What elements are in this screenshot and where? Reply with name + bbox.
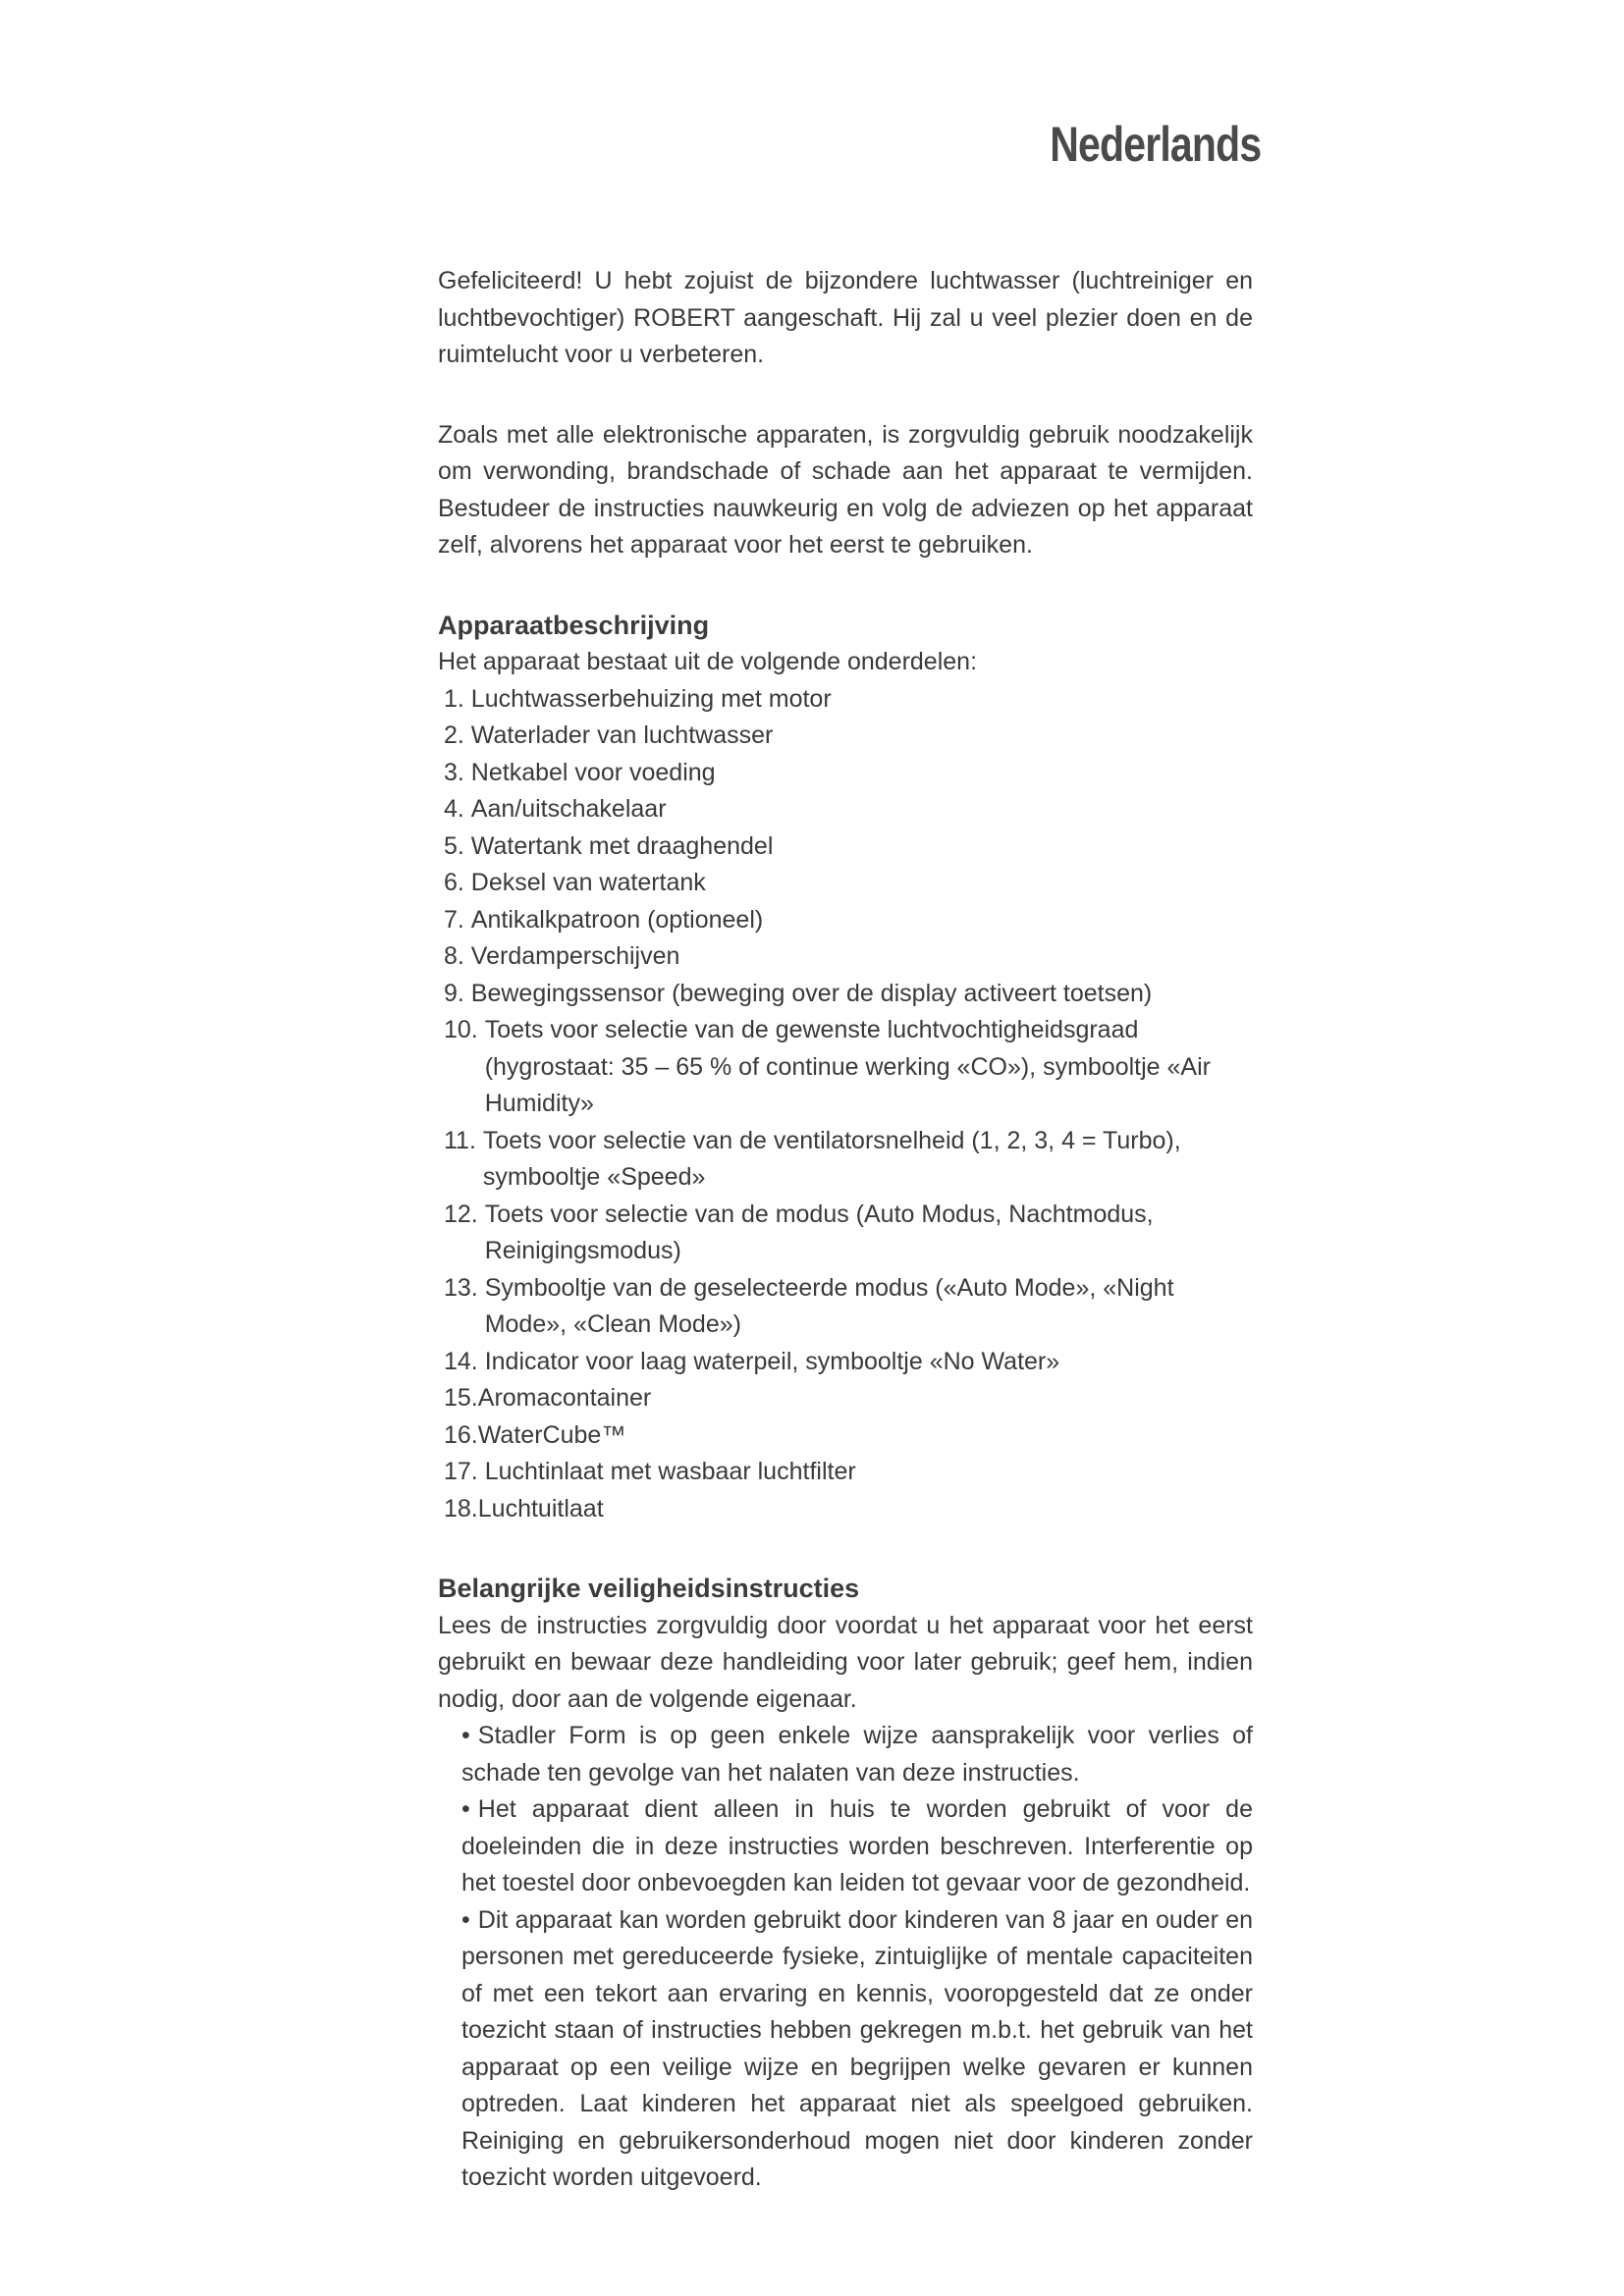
list-item — [438, 828, 1253, 866]
bullet-text: Het apparaat dient alleen in huis te worden gebruikt of voor de doeleinden die in deze instructies worden beschreven. Interferentie op het toestel door onbevoegden kan leiden tot gevaar voor de gezondheid. — [461, 1795, 1253, 1896]
list-item — [438, 755, 1253, 792]
item-text: Verdamperschijven — [470, 942, 680, 970]
item-number: 17. — [444, 1458, 485, 1485]
bullet-text: Stadler Form is op geen enkele wijze aansprakelijk voor verlies of schade ten gevolge van het nalaten van deze instructies. — [461, 1722, 1253, 1787]
safety-section — [438, 1571, 1253, 2197]
item-text: Watertank met draaghendel — [470, 831, 774, 860]
item-number: 2. — [444, 721, 471, 749]
list-item — [438, 865, 1253, 902]
item-number: 13. — [444, 1273, 485, 1302]
spacer — [438, 374, 1253, 417]
item-text: Luchtuitlaat — [477, 1494, 604, 1522]
item-text: Waterlader van luchtwasser — [470, 721, 774, 749]
item-number: 6. — [444, 869, 471, 896]
item-text: Toets voor selectie van de ventilatorsnelheid (1, 2, 3, 4 = Turbo), symbooltje «Speed» — [482, 1126, 1181, 1191]
list-item — [438, 1123, 1253, 1197]
item-number: 18. — [444, 1494, 478, 1522]
item-number: 1. — [444, 684, 471, 713]
item-number: 9. — [444, 979, 471, 1007]
item-text: Luchtwasserbehuizing met motor — [470, 684, 832, 713]
bullet-item — [461, 1718, 1253, 1791]
list-item — [438, 1417, 1253, 1455]
intro-paragraph-2: Zoals met alle elektronische apparaten, is zorgvuldig gebruik noodzakelijk om verwonding, brandschade of schade aan het apparaat te vermijden. Bestudeer de instructies nauwkeurig en volg de adviezen op het apparaat zelf, alvorens het apparaat voor het eerst te gebruiken. — [438, 420, 1253, 559]
item-text: Deksel van watertank — [470, 869, 706, 896]
item-number: 11. — [444, 1126, 483, 1154]
list-item — [438, 1197, 1253, 1270]
bullet-icon: • — [461, 1722, 470, 1749]
item-text: Netkabel voor voeding — [470, 758, 716, 786]
item-number: 4. — [444, 795, 471, 823]
list-item — [438, 1012, 1253, 1123]
item-number: 8. — [444, 942, 471, 970]
item-text: Aromacontainer — [477, 1384, 652, 1412]
intro-paragraph-1: Gefeliciteerd! U hebt zojuist de bijzondere luchtwasser (luchtreiniger en luchtbevochtiger) ROBERT aangeschaft. Hij zal u veel plezier doen en de ruimtelucht voor u verbeteren. — [438, 267, 1253, 368]
item-text: Indicator voor laag waterpeil, symbooltje «No Water» — [484, 1347, 1060, 1375]
item-number: 14. — [444, 1347, 485, 1375]
list-item — [438, 976, 1253, 1013]
manual-content — [438, 263, 1253, 2197]
item-text: Luchtinlaat met wasbaar luchtfilter — [484, 1458, 856, 1485]
item-text: WaterCube™ — [477, 1420, 626, 1449]
bullet-icon: • — [461, 1905, 470, 1934]
parts-list — [438, 681, 1253, 1528]
spacer — [438, 564, 1253, 608]
item-number: 7. — [444, 905, 471, 934]
safety-lead: Lees de instructies zorgvuldig door voordat u het apparaat voor het eerst gebruikt en bewaar deze handleiding voor later gebruik; geef hem, indien nodig, door aan de volgende eigenaar. — [438, 1611, 1253, 1713]
description-section — [438, 608, 1253, 1528]
item-text: Toets voor selectie van de gewenste luchtvochtigheidsgraad (hygrostaat: 35 – 65 % of continue werking «CO»), symbooltje «Air Humidity» — [484, 1016, 1211, 1117]
item-text: Antikalkpatroon (optioneel) — [470, 905, 764, 934]
list-item — [438, 1344, 1253, 1381]
description-lead: Het apparaat bestaat uit de volgende onderdelen: — [438, 648, 978, 675]
list-item — [438, 1454, 1253, 1491]
safety-bullets — [438, 1718, 1253, 2197]
list-item — [438, 938, 1253, 976]
list-item — [438, 902, 1253, 939]
safety-heading: Belangrijke veiligheidsinstructies — [438, 1574, 860, 1603]
item-text: Toets voor selectie van de modus (Auto Modus, Nachtmodus, Reinigingsmodus) — [484, 1200, 1154, 1264]
list-item — [438, 1270, 1253, 1344]
bullet-icon: • — [461, 1795, 470, 1823]
bullet-item — [461, 1791, 1253, 1902]
item-number: 5. — [444, 831, 471, 860]
spacer — [438, 1527, 1253, 1571]
list-item — [438, 1491, 1253, 1528]
list-item — [438, 1380, 1253, 1417]
item-number: 10. — [444, 1016, 485, 1043]
item-text: Bewegingssensor (beweging over de display activeert toetsen) — [470, 979, 1153, 1007]
bullet-text: Dit apparaat kan worden gebruikt door kinderen van 8 jaar en ouder en personen met gereduceerde fysieke, zintuiglijke of mentale capaciteiten of met een tekort aan ervaring en kennis, vooropgesteld dat ze onder toezicht staan of instructies hebben gekregen m.b.t. het gebruik van het apparaat op een veilige wijze en begrijpen welke gevaren er kunnen optreden. Laat kinderen het apparaat niet als speelgoed gebruiken. Reiniging en gebruikersonderhoud mogen niet door kinderen zonder toezicht worden uitgevoerd. — [461, 1905, 1253, 2191]
item-text: Symbooltje van de geselecteerde modus («Auto Mode», «Night Mode», «Clean Mode») — [484, 1273, 1174, 1338]
item-number: 3. — [444, 758, 471, 786]
language-title: Nederlands — [1049, 117, 1261, 172]
list-item — [438, 791, 1253, 828]
item-number: 12. — [444, 1200, 485, 1228]
item-number: 16. — [444, 1420, 478, 1449]
list-item — [438, 718, 1253, 755]
list-item — [438, 681, 1253, 719]
bullet-item — [461, 1902, 1253, 2197]
description-heading: Apparaatbeschrijving — [438, 610, 710, 640]
item-text: Aan/uitschakelaar — [470, 795, 667, 823]
item-number: 15. — [444, 1384, 478, 1412]
